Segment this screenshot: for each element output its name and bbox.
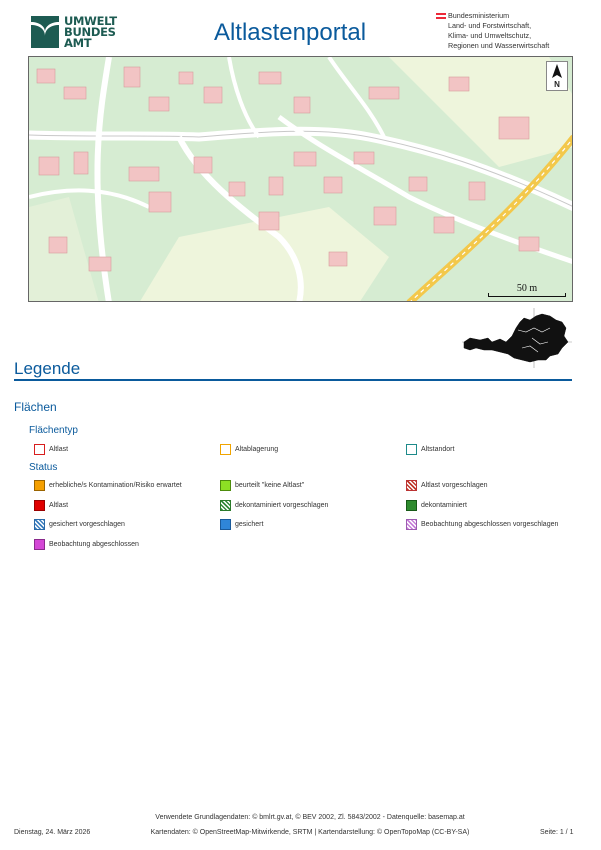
legend-row [34,518,594,530]
logo-line: AMT [64,35,92,50]
footer-basedata: Verwendete Grundlagendaten: © bmlrt.gv.at, © BEV 2002, Zl. 5843/2002 - Datenquelle: basemap.at [155,814,465,821]
footer-date: Dienstag, 24. März 2026 [14,829,91,836]
legend-label: Beobachtung abgeschlossen vorgeschlagen [421,520,559,528]
legend-row [34,499,594,511]
legend-label: gesichert [235,520,264,528]
legend-item-altablagerung [220,443,278,455]
outline-orange-swatch-icon [220,444,231,455]
legend-label: erhebliche/s Kontamination/Risiko erwartet [49,481,182,489]
footer-page-number: Seite: 1 / 1 [540,829,574,836]
red-swatch-icon [34,500,45,511]
ministry-line: Bundesministerium [448,11,510,20]
map-view[interactable] [28,56,573,302]
legend-label: Altlast [49,445,69,453]
outline-red-swatch-icon [34,444,45,455]
legend-label: dekontaminiert [421,501,467,509]
legend-label: gesichert vorgeschlagen [49,520,125,528]
north-arrow-icon [546,61,568,91]
scale-bar [488,284,566,298]
logo-line: UMWELT [64,13,117,28]
legend-label: dekontaminiert vorgeschlagen [235,501,329,509]
legend-item-gesichert [220,518,263,530]
legend-row [34,538,594,550]
legend-item-beobachtung-abgeschlossen [34,538,139,550]
ministry-line: Land- und Forstwirtschaft, [448,21,532,30]
page-title: Altlastenportal [213,19,367,46]
legend-item-dekontaminiert-vorgeschlagen [220,499,328,511]
logo-text [64,13,117,50]
austria-overview-map [462,308,572,368]
legend-item-beobachtung-vorgeschlagen [406,518,558,530]
ministry-line: Klima- und Umweltschutz, [448,31,532,40]
legend-divider [14,379,572,381]
legend-title: Legende [14,359,81,378]
umweltbundesamt-logo [29,12,129,52]
legend-label: Altstandort [421,445,455,453]
legend-item-altstandort [406,443,454,455]
hatch-red-swatch-icon [406,480,417,491]
legend-item-altlast-vorgeschlagen [406,479,488,491]
legend-label: Altablagerung [235,445,279,453]
hatch-blue-swatch-icon [34,519,45,530]
north-label: N [554,80,560,89]
subsection-title-flaechentyp: Flächentyp [29,425,78,436]
ministry-text [448,11,549,51]
legend-item-keine-altlast [220,479,304,491]
hatch-purple-swatch-icon [406,519,417,530]
legend-label: Altlast vorgeschlagen [421,481,488,489]
legend-item-altlast-status [34,499,68,511]
lime-swatch-icon [220,480,231,491]
footer-mapdata: Kartendaten: © OpenStreetMap-Mitwirkende, SRTM | Kartendarstellung: © OpenTopoMap (CC-BY-SA) [150,829,470,836]
logo-mark-icon [29,14,61,50]
legend-label: beurteilt "keine Altlast" [235,481,305,489]
scale-label: 50 m [516,283,538,294]
legend-row [34,479,594,491]
subsection-title-status: Status [29,462,58,473]
scale-line [488,293,566,297]
section-title-flaechen: Flächen [14,400,57,414]
outline-teal-swatch-icon [406,444,417,455]
legend-item-dekontaminiert [406,499,467,511]
austria-flag-icon [436,13,446,19]
orange-swatch-icon [34,480,45,491]
legend-row [34,443,594,455]
hatch-green-swatch-icon [220,500,231,511]
legend-label: Altlast [49,501,69,509]
blue-swatch-icon [220,519,231,530]
legend-item-altlast-type [34,443,68,455]
logo-line: BUNDES [64,24,116,39]
green-swatch-icon [406,500,417,511]
legend-item-kontamination-erwartet [34,479,182,491]
magenta-swatch-icon [34,539,45,550]
ministry-line: Regionen und Wasserwirtschaft [448,41,550,50]
legend-item-gesichert-vorgeschlagen [34,518,125,530]
legend-label: Beobachtung abgeschlossen [49,540,139,548]
map-canvas [29,57,573,302]
